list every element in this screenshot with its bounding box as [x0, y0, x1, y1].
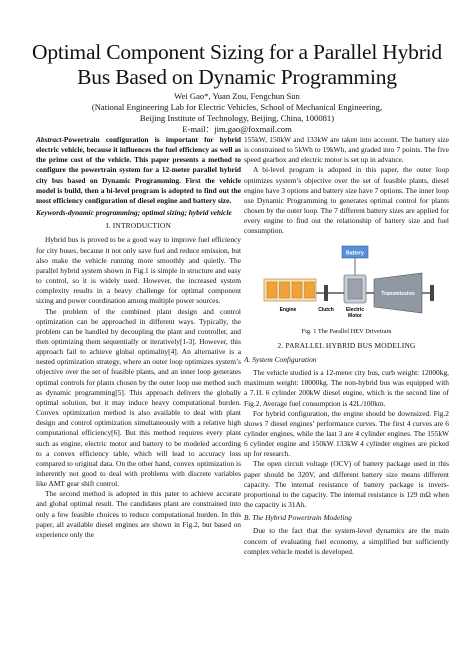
- author-block: [20, 91, 454, 135]
- battery-label: Battery: [346, 250, 364, 257]
- subsection-heading-b: B. The Hybrid Powertrain Modeling: [244, 513, 352, 523]
- left-column: [36, 135, 241, 540]
- motor-label-2: Motor: [348, 312, 362, 319]
- authors: Wei Gao*, Yuan Zou, Fengchun Sun: [174, 91, 300, 101]
- engine-block: [264, 279, 316, 301]
- keywords-label: Keywords-: [36, 208, 69, 218]
- clutch-block: [324, 285, 328, 301]
- intro-paragraph-2: The problem of the combined plant design and control optimization can be approached in different ways. Typically, the problem can be handled by decoupling the plant and controller, and then optimizing them sequentially or iteratively[1-3]. However, this approach fail to achieve global optimality[4]. An alternative is a nested optimization strategy, where an outer loop optimizes system’s objective over the set of feasible plants, and an inner loop generates optimal controls for plants chosen by the outer loop use method such as dynamic programming[5]. This approach delivers the globally optimal solution, but it may induce heavy computational burden. Convex optimization method is also available to deal with plant design and control optimization simultaneously with a relative high computational efficiency[6]. But this method requires every plant such as engine, electric motor and battery to be modeled according to a convex efficiency table, which will lead to accuracy loss compared to original data. On the other hand, convex optimization is inherently not good to deal with problems with discrete variables like AMT gear shift control.: [36, 306, 241, 489]
- title-line-2: Bus Based on Dynamic Programming: [77, 65, 397, 89]
- right-paragraph-5: The open circuit voltage (OCV) of battery package used in this paper should be 320V, and different battery size means different capacity. The internal resistance of battery package is invers-proportional to the capacity. The internal resistance is 129 mΩ when the capacity is 31Ah.: [244, 459, 449, 510]
- output-flange: [430, 285, 434, 301]
- right-paragraph-2: A bi-level program is adopted in this paper, the outer loop optimizes system’s objective over the set of feasible plants, diesel engine have 3 options and battery size have 7 options. The inner loop use Dynamic Programming to generates optimal control for plants chosen by the outer loop. The 7 different battery sizes are applied for every engine to find out the relationship of battery size and fuel consumption.: [244, 165, 449, 236]
- affiliation-line-2: Beijing Institute of Technology, Beijing, China, 100081): [139, 113, 335, 123]
- figure-caption: Fig. 1 The Parallel HEV Drivetrain: [301, 327, 392, 335]
- subsection-heading-a: A. System Configuration: [244, 354, 317, 364]
- keywords-text: dynamic programming; optimal sizing; hybrid vehicle: [68, 208, 232, 218]
- title-line-1: Optimal Component Sizing for a Parallel Hybrid: [32, 40, 442, 64]
- figure-drivetrain: [244, 241, 449, 325]
- clutch-label: Clutch: [318, 306, 334, 313]
- motor-label-1: Electric: [345, 306, 365, 313]
- intro-paragraph-3: The second method is adopted in this pater to achieve accurate and global optimal result. The candidates plant are constrained into only a few feasible choices to reduce computational burden. In this paper, all available diesel engines are shown in Fig.2, but based on experience only the: [36, 489, 241, 539]
- abstract-text: Powertrain configuration is important for hybrid electric vehicle, because it influences the fuel efficiency as well as the prime cost of the vehicle. This paper presents a method to configure the powertrain system for a 12-meter parallel hybrid city bus based on Dynamic Programming. First the vehicle model is build, then a bi-level program is adopted to find out the most efficiency configuration of diesel engine and battery size.: [36, 135, 241, 205]
- transmission-label: Transmission: [381, 290, 415, 297]
- right-paragraph-1: 155kW, 150kW and 133kW are taken into account. The battery size is constrained to 5kWh to 19kWh, and graded into 7 points. The five speed gearbox and electric motor is set up in advance.: [244, 135, 449, 165]
- section-heading-introduction: I. INTRODUCTION: [106, 221, 171, 231]
- right-paragraph-6: Due to the fact that the system-level dynamics are the main concern of evaluating fuel economy, a simplified but sufficiently complex vehicle model is developed.: [244, 526, 449, 556]
- engine-label: Engine: [279, 306, 297, 313]
- right-column: [244, 135, 449, 557]
- drivetrain-diagram: [244, 241, 449, 325]
- abstract: [36, 135, 241, 206]
- affiliation-line-1: (National Engineering Lab for Electric Vehicles, School of Mechanical Engineering,: [91, 102, 383, 112]
- motor-core: [348, 279, 362, 299]
- right-paragraph-3: The vehicle studied is a 12-meter city bus, curb weight: 12000kg, maximum weight: 18000kg. The non-hybrid bus was equipped with a 7.1L 6 cylinder 200kW diesel engine, which is the second line of Fig.2. Average fuel consumption is 42L/100km.: [244, 368, 449, 408]
- section-heading-modeling: 2. PARALLEL HYBRID BUS MODELING: [277, 340, 416, 350]
- intro-paragraph-1: Hybrid bus is proved to be a good way to improve fuel efficiency for city buses, because it not only save fuel and reduce emission, but also make the vehicle running more smoothly and quietly. The parallel hybrid system shown in Fig.1 is simple in structure and easy to control, so it is widely used. However, the increased system complexity results in a heavy challenge for optimal component sizing and power coordination among multiple power sources.: [36, 235, 241, 306]
- abstract-label: Abstract-: [36, 135, 64, 144]
- author-email: E-mail：jim.gao@foxmail.com: [182, 124, 292, 134]
- paper-title: [20, 40, 454, 90]
- keywords: [36, 208, 241, 218]
- right-paragraph-4: For hybrid configuration, the engine should be downsized. Fig.2 shows 7 diesel engines’ performance curves. The first 4 curves are 6 cylinder engines, while the last 3 are 4 cylinder engines. The 155kW 6 cylinder engine and 150kW 133kW 4 cylinder engines are picked up for research.: [244, 408, 449, 459]
